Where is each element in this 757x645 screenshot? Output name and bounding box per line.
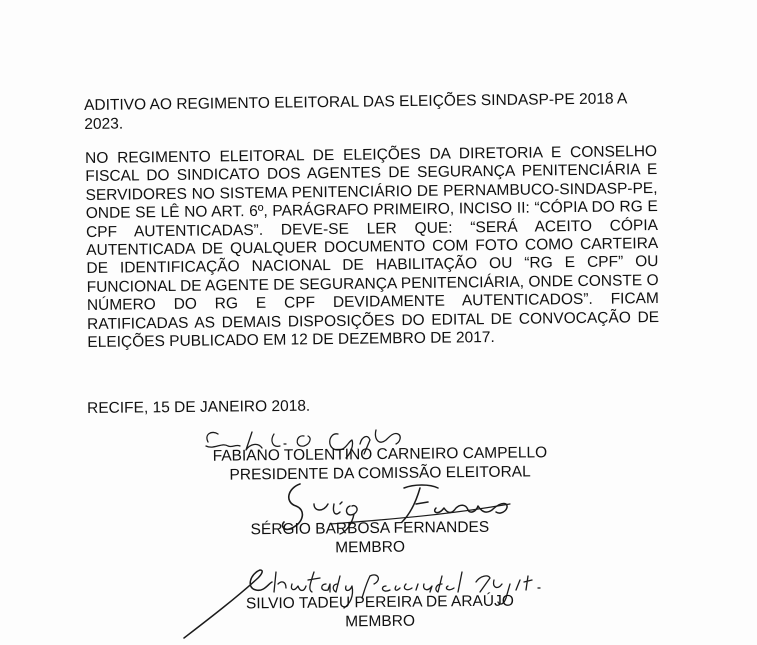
signatory-2 — [210, 517, 530, 558]
signatory-3 — [200, 591, 560, 633]
signatory-3-role: MEMBRO — [345, 612, 416, 631]
document-body: NO REGIMENTO ELEITORAL DE ELEIÇÕES DA DIRETORIA E CONSELHO FISCAL DO SINDICATO DOS AGENTES DE SEGURANÇA PENITENCIÁRIA E SERVIDORES NO SISTEMA PENITENCIÁRIO DE PERNAMBUCO-SINDASP-PE, ONDE SE LÊ NO ART. 6º, PARÁGRAFO PRIMEIRO, INCISO II: “CÓPIA DO RG E CPF AUTENTICADAS”. DEVE-SE LER QUE: “SERÁ ACEITO CÓPIA AUTENTICADA DE QUALQUER DOCUMENTO COM FOTO COMO CARTEIRA DE IDENTIFICAÇÃO NACIONAL DE HABILITAÇÃO OU “RG E CPF” OU FUNCIONAL DE AGENTE DE SEGURANÇA PENITENCIÁRIA, ONDE CONSTE O NÚMERO DO RG E CPF DEVIDAMENTE AUTENTICADOS”. FICAM RATIFICADAS AS DEMAIS DISPOSIÇÕES DO EDITAL DE CONVOCAÇÃO DE ELEIÇÕES PUBLICADO EM 12 DE DEZEMBRO DE 2017. — [85, 143, 660, 352]
signatory-2-name: SÉRGIO BARBOSA FERNANDES — [250, 518, 490, 539]
document-title: ADITIVO AO REGIMENTO ELEITORAL DAS ELEIÇÕES SINDASP-PE 2018 A 2023. — [84, 90, 627, 133]
signatory-2-role: MEMBRO — [335, 538, 406, 557]
place-date: RECIFE, 15 DE JANEIRO 2018. — [87, 397, 311, 417]
signatory-1-name: FABIANO TOLENTINO CARNEIRO CAMPELLO — [212, 444, 548, 465]
signatory-3-name: SILVIO TADEU PEREIRA DE ARAÚJO — [245, 592, 514, 613]
signatory-1-role: PRESIDENTE DA COMISSÃO ELEITORAL — [229, 463, 531, 484]
